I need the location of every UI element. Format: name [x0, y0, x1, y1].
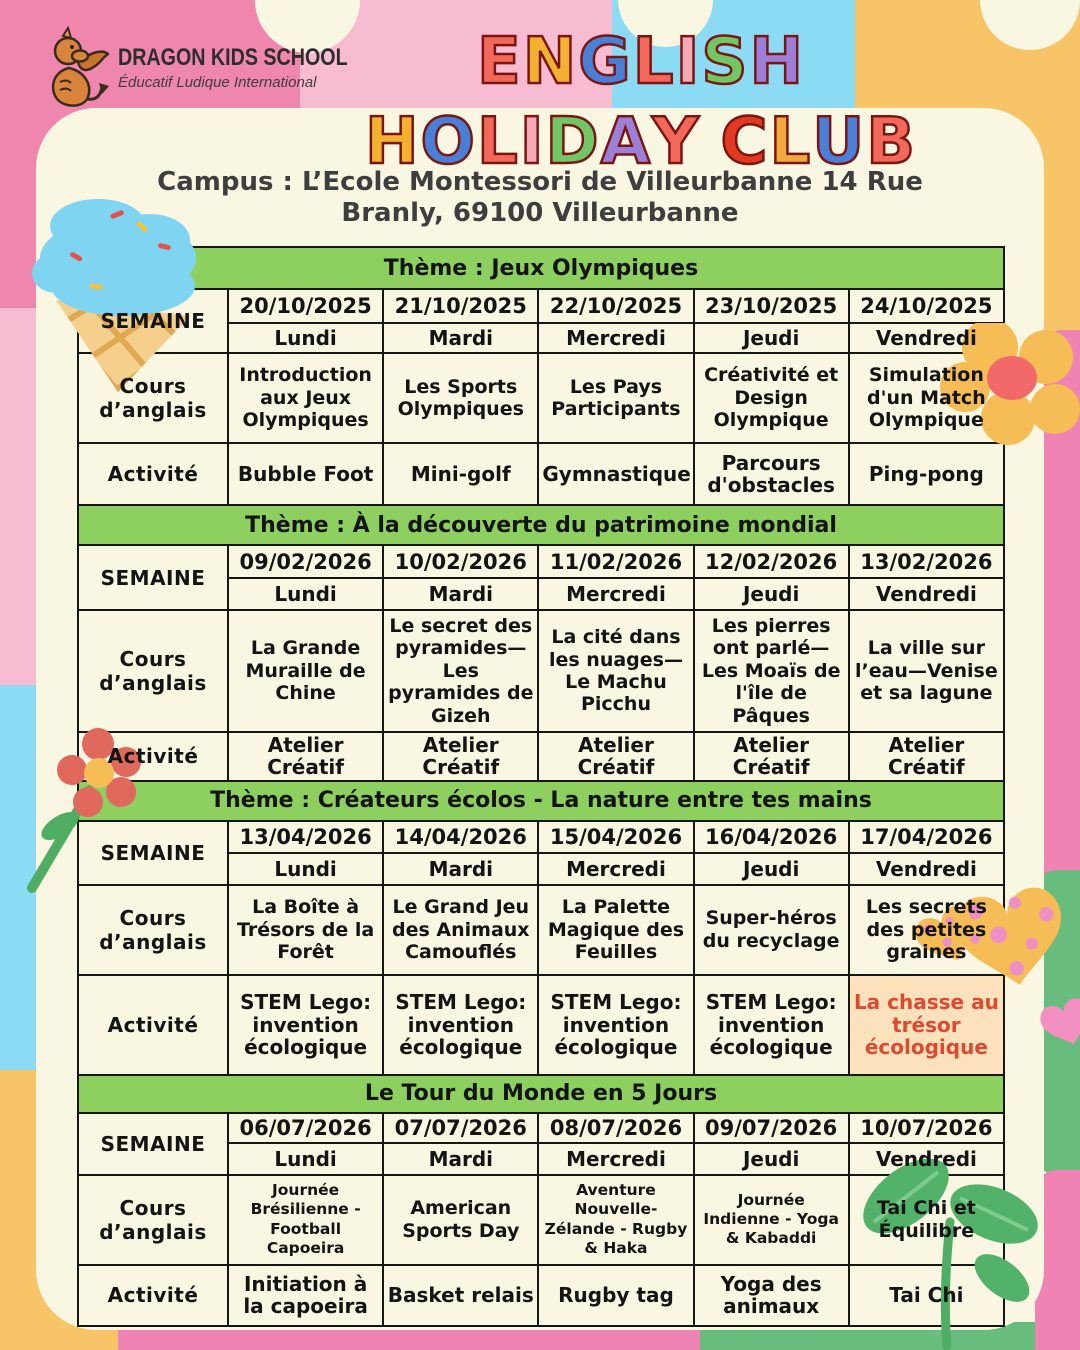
activity-row-label-text: Activité	[107, 744, 199, 769]
title-line-1	[230, 25, 1050, 112]
course-cell	[538, 610, 693, 732]
title-letter: L	[632, 25, 674, 99]
course-cell-text: Les Pays Participants	[551, 375, 681, 420]
day-cell	[383, 1143, 538, 1175]
title-letter: E	[476, 25, 521, 99]
activity-cell	[383, 732, 538, 781]
day-cell	[228, 323, 383, 353]
title-letter: Y	[652, 105, 699, 179]
date-cell-text: 17/04/2026	[860, 824, 993, 849]
date-cell	[538, 821, 693, 853]
week-label-text: SEMAINE	[100, 840, 206, 865]
course-cell-text: Journée Indienne - Yoga & Kabaddi	[703, 1190, 839, 1248]
course-cell-text: Créativité et Design Olympique	[704, 364, 839, 432]
activity-cell-text: Initiation à la capoeira	[243, 1271, 368, 1319]
campus-line-1: Campus : L’Ecole Montessori de Villeurbanne 14 Rue	[157, 167, 923, 197]
activity-cell	[694, 443, 849, 505]
day-cell	[383, 853, 538, 885]
day-cell-text: Jeudi	[742, 856, 800, 881]
week-label-text: SEMAINE	[100, 565, 206, 590]
course-cell	[694, 353, 849, 443]
date-cell	[228, 821, 383, 853]
title-letter: D	[545, 105, 599, 179]
course-row-label-text: Cours d’anglais	[99, 1195, 207, 1244]
course-cell-text: Les pierres ont parlé—Les Moaïs de l'île de Pâques	[701, 614, 841, 727]
title-letter: S	[701, 25, 748, 99]
date-cell-text: 06/07/2026	[239, 1115, 372, 1140]
date-cell-text: 13/02/2026	[860, 549, 993, 574]
day-cell	[694, 1143, 849, 1175]
activity-cell-text: Yoga des animaux	[720, 1271, 822, 1319]
day-cell	[694, 578, 849, 610]
course-row-label-text: Cours d’anglais	[99, 647, 207, 695]
schedule-section-2	[77, 504, 1005, 782]
schedule-section-3	[77, 780, 1005, 1076]
course-cell-text: Introduction aux Jeux Olympiques	[239, 364, 372, 432]
date-cell	[849, 1113, 1004, 1143]
course-row-label-text: Cours d’anglais	[99, 374, 207, 422]
day-cell	[538, 323, 693, 353]
activity-cell	[538, 443, 693, 505]
day-cell-text: Lundi	[274, 326, 337, 350]
day-cell	[228, 578, 383, 610]
date-cell-text: 23/10/2025	[705, 294, 838, 318]
day-cell-text: Mardi	[428, 582, 493, 606]
day-cell-text: Jeudi	[742, 582, 800, 606]
day-cell-text: Mardi	[428, 856, 493, 881]
day-cell	[383, 578, 538, 610]
activity-cell	[694, 975, 849, 1075]
course-cell-text: La ville sur l’eau—Venise et sa lagune	[854, 637, 998, 705]
date-cell-text: 21/10/2025	[394, 294, 527, 318]
campus-line-2: Branly, 69100 Villeurbanne	[341, 198, 739, 228]
activity-cell-text: STEM Lego: invention écologique	[395, 990, 527, 1059]
date-cell	[694, 1113, 849, 1143]
activity-cell	[228, 732, 383, 781]
activity-cell-text: Atelier Créatif	[732, 733, 810, 780]
date-cell	[228, 289, 383, 323]
course-cell-text: La cité dans les nuages—Le Machu Picchu	[548, 626, 683, 716]
activity-cell	[383, 443, 538, 505]
day-cell	[694, 853, 849, 885]
title-letter: B	[866, 105, 916, 179]
date-cell	[538, 289, 693, 323]
date-cell	[228, 1113, 383, 1143]
course-cell	[538, 885, 693, 975]
logo-name: DRAGON KIDS SCHOOL	[118, 43, 348, 71]
date-cell-text: 10/07/2026	[860, 1115, 993, 1140]
day-cell-text: Mercredi	[566, 1146, 666, 1171]
date-cell-text: 13/04/2026	[239, 824, 372, 849]
day-cell-text: Vendredi	[875, 856, 977, 881]
date-cell-text: 10/02/2026	[394, 549, 527, 574]
course-cell	[228, 353, 383, 443]
date-cell	[538, 545, 693, 578]
date-cell	[694, 289, 849, 323]
activity-cell	[849, 732, 1004, 781]
theme-banner	[78, 1075, 1004, 1113]
activity-cell	[228, 975, 383, 1075]
activity-row-label-text: Activité	[107, 1012, 199, 1037]
course-cell	[383, 353, 538, 443]
activity-cell-text: Atelier Créatif	[888, 733, 965, 780]
activity-cell-text: Parcours d'obstacles	[707, 450, 835, 497]
activity-cell-text: STEM Lego: invention écologique	[550, 990, 682, 1059]
activity-cell	[228, 1265, 383, 1326]
activity-row-label	[78, 975, 228, 1075]
day-cell-text: Jeudi	[742, 326, 800, 350]
activity-cell-text: Atelier Créatif	[422, 733, 500, 780]
course-row-label	[78, 1175, 228, 1265]
activity-cell-text: Gymnastique	[542, 461, 691, 486]
date-cell-text: 24/10/2025	[860, 294, 993, 318]
course-cell	[383, 610, 538, 732]
course-cell	[538, 1175, 693, 1265]
course-cell-text: Le secret des pyramides—Les pyramides de Gizeh	[388, 614, 534, 727]
date-cell-text: 20/10/2025	[239, 294, 372, 318]
activity-row-label	[78, 443, 228, 505]
day-cell	[538, 578, 693, 610]
theme-banner-text: Thème : À la découverte du patrimoine mondial	[245, 512, 837, 538]
course-cell	[228, 885, 383, 975]
course-cell-text: Journée Brésilienne - Football Capoeira	[250, 1181, 361, 1258]
campus-address	[40, 167, 1040, 229]
date-cell	[694, 821, 849, 853]
course-cell	[694, 1175, 849, 1265]
course-cell-text: Les secrets des petites graines	[865, 896, 987, 963]
day-cell-text: Lundi	[274, 1146, 337, 1171]
title-letter: I	[675, 25, 700, 99]
title-letter: C	[720, 105, 768, 179]
activity-cell-text: Basket relais	[387, 1283, 534, 1308]
course-cell	[538, 353, 693, 443]
activity-cell	[383, 975, 538, 1075]
title-letter: A	[600, 105, 651, 179]
course-cell-text: La Grande Muraille de Chine	[245, 637, 366, 705]
date-cell	[383, 545, 538, 578]
activity-cell-text: Mini-golf	[410, 461, 511, 486]
title-letter: H	[364, 105, 419, 179]
date-cell-text: 09/02/2026	[239, 549, 372, 574]
activity-row-label-text: Activité	[107, 462, 199, 486]
course-cell-text: Le Grand Jeu des Animaux Camouflés	[392, 896, 530, 963]
date-cell-text: 12/02/2026	[705, 549, 838, 574]
day-cell-text: Mercredi	[566, 856, 666, 881]
date-cell-text: 11/02/2026	[549, 549, 683, 574]
date-cell	[383, 289, 538, 323]
activity-cell-text: Rugby tag	[558, 1283, 674, 1308]
day-cell-text: Vendredi	[875, 582, 977, 606]
date-cell	[538, 1113, 693, 1143]
activity-cell	[694, 732, 849, 781]
activity-cell-text: Tai Chi	[889, 1283, 964, 1308]
day-cell	[538, 853, 693, 885]
course-cell	[228, 610, 383, 732]
course-cell-text: Simulation d'un Match Olympique	[867, 364, 986, 432]
course-cell-text: La Palette Magique des Feuilles	[547, 896, 685, 963]
theme-banner	[78, 505, 1004, 545]
title-letter: H	[749, 25, 804, 99]
day-cell-text: Lundi	[274, 856, 337, 881]
theme-banner-text: Thème : Jeux Olympiques	[383, 255, 699, 281]
activity-cell	[538, 732, 693, 781]
course-cell-text: Super-héros du recyclage	[702, 907, 840, 952]
course-cell-text: Les Sports Olympiques	[397, 375, 524, 420]
activity-row-label	[78, 1265, 228, 1326]
theme-banner-text: Thème : Créateurs écolos - La nature entre tes mains	[210, 788, 872, 814]
date-cell	[383, 1113, 538, 1143]
week-label	[78, 1113, 228, 1175]
date-cell	[849, 289, 1004, 323]
theme-banner	[78, 781, 1004, 821]
date-cell-text: 09/07/2026	[705, 1115, 838, 1140]
date-cell	[694, 545, 849, 578]
course-cell	[694, 885, 849, 975]
course-cell-text: American Sports Day	[402, 1197, 520, 1242]
date-cell-text: 14/04/2026	[394, 824, 527, 849]
day-cell-text: Vendredi	[875, 326, 977, 350]
day-cell-text: Mardi	[428, 1146, 493, 1171]
activity-cell-text: STEM Lego: invention écologique	[705, 990, 837, 1059]
course-cell	[849, 610, 1004, 732]
title-letter: L	[476, 105, 518, 179]
day-cell	[694, 323, 849, 353]
activity-cell-text: Atelier Créatif	[267, 733, 344, 780]
day-cell-text: Mercredi	[566, 326, 666, 350]
date-cell	[849, 821, 1004, 853]
dragon-logo-icon	[38, 26, 110, 108]
activity-cell	[383, 1265, 538, 1326]
day-cell-text: Jeudi	[742, 1146, 800, 1171]
date-cell-text: 07/07/2026	[394, 1115, 527, 1140]
date-cell-text: 16/04/2026	[705, 824, 838, 849]
activity-cell-text: Ping-pong	[868, 461, 984, 486]
course-cell	[694, 610, 849, 732]
title-letter: I	[519, 105, 544, 179]
activity-cell	[538, 975, 693, 1075]
course-cell-text: Aventure Nouvelle-Zélande - Rugby & Haka	[544, 1181, 688, 1258]
course-cell-text: La Boîte à Trésors de la Forêt	[236, 896, 375, 963]
date-cell	[849, 545, 1004, 578]
course-cell	[849, 885, 1004, 975]
date-cell-text: 15/04/2026	[549, 824, 683, 849]
week-label	[78, 545, 228, 610]
date-cell-text: 08/07/2026	[549, 1115, 683, 1140]
logo-tagline: Éducatif Ludique International	[118, 73, 317, 91]
course-cell	[383, 1175, 538, 1265]
course-cell	[383, 885, 538, 975]
day-cell	[849, 578, 1004, 610]
course-cell-text: Tai Chi et Équilibre	[876, 1197, 976, 1242]
week-label-text: SEMAINE	[100, 309, 206, 333]
date-cell	[383, 821, 538, 853]
day-cell	[383, 323, 538, 353]
day-cell	[228, 853, 383, 885]
activity-cell	[228, 443, 383, 505]
activity-cell	[538, 1265, 693, 1326]
date-cell	[228, 545, 383, 578]
course-row-label	[78, 610, 228, 732]
week-label-text: SEMAINE	[100, 1131, 206, 1156]
title-letter: N	[522, 25, 577, 99]
day-cell-text: Lundi	[274, 582, 337, 606]
day-cell	[538, 1143, 693, 1175]
day-cell	[228, 1143, 383, 1175]
theme-banner-text: Le Tour du Monde en 5 Jours	[364, 1081, 718, 1107]
course-cell	[228, 1175, 383, 1265]
activity-row-label-text: Activité	[107, 1283, 199, 1308]
day-cell-text: Vendredi	[875, 1146, 977, 1171]
title-letter: G	[578, 25, 631, 99]
title-letter: L	[769, 105, 811, 179]
day-cell-text: Mardi	[428, 326, 493, 350]
title-letter: O	[420, 105, 475, 179]
activity-cell-highlighted-text: La chasse au trésor écologique	[853, 990, 999, 1059]
activity-cell-text: Bubble Foot	[237, 461, 374, 486]
sprout-icon	[850, 1140, 1062, 1350]
day-cell-text: Mercredi	[566, 582, 666, 606]
activity-cell-text: STEM Lego: invention écologique	[240, 990, 372, 1059]
activity-cell-text: Atelier Créatif	[577, 733, 655, 780]
course-row-label-text: Cours d’anglais	[99, 905, 207, 954]
course-cell	[849, 353, 1004, 443]
title-letter: U	[812, 105, 865, 179]
date-cell-text: 22/10/2025	[549, 294, 683, 318]
activity-cell	[694, 1265, 849, 1326]
